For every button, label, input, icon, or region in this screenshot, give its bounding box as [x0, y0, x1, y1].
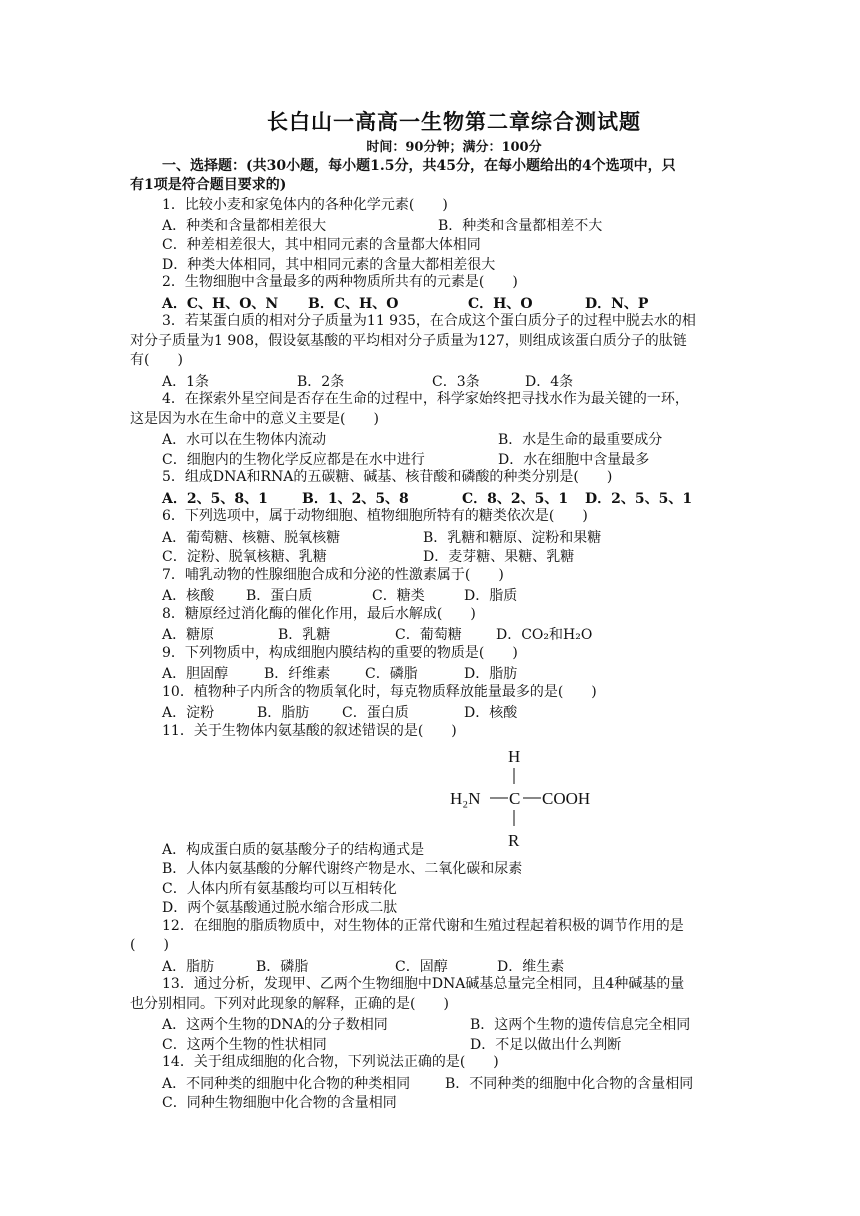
question-14-stem: 14．关于组成细胞的化合物，下列说法正确的是( ) [162, 1054, 499, 1070]
question-3-stem-3: 有( ) [130, 352, 183, 368]
question-12-stem-2: ( ) [130, 937, 169, 953]
q1-option-d: D．种类大体相同，其中相同元素的含量大都相差很大 [162, 257, 496, 273]
question-8-stem: 8．糖原经过消化酶的催化作用，最后水解成( ) [162, 606, 476, 622]
question-13-stem-2: 也分别相同。下列对此现象的解释，正确的是( ) [130, 996, 449, 1012]
q3-option-c: C．3条 [432, 374, 480, 390]
formula-amino-group: H₂N [450, 789, 481, 808]
question-9-stem: 9．下列物质中，构成细胞内膜结构的重要的物质是( ) [162, 645, 518, 661]
section-heading: 一、选择题：(共30小题，每小题1.5分，共45分，在每小题给出的4个选项中，只 [162, 158, 676, 174]
q7-option-a: A．核酸 [162, 588, 215, 604]
question-3-stem: 3．若某蛋白质的相对分子质量为11 935，在合成这个蛋白质分子的过程中脱去水的相 [162, 313, 696, 329]
q12-option-a: A．脂肪 [162, 959, 215, 975]
formula-alpha-carbon: C [509, 789, 521, 808]
question-2-stem: 2．生物细胞中含量最多的两种物质所共有的元素是( ) [162, 274, 518, 290]
q1-option-c: C．种差相差很大，其中相同元素的含量都大体相同 [162, 237, 481, 253]
formula-h-top: H [508, 747, 521, 766]
q4-option-a: A．水可以在生物体内流动 [162, 432, 327, 448]
q13-option-d: D．不足以做出什么判断 [470, 1037, 622, 1053]
q7-option-c: C．糖类 [372, 588, 425, 604]
q4-option-b: B．水是生命的最重要成分 [498, 432, 663, 448]
q12-option-c: C．固醇 [395, 959, 448, 975]
q3-option-a: A．1条 [162, 374, 210, 390]
q4-option-c: C．细胞内的生物化学反应都是在水中进行 [162, 452, 425, 468]
q1-option-a: A．种类和含量都相差很大 [162, 218, 327, 234]
q10-option-c: C．蛋白质 [342, 705, 409, 721]
formula-r-group: R [508, 831, 520, 850]
q6-option-d: D．麦芽糖、果糖、乳糖 [423, 549, 575, 565]
q5-option-a: A．2、5、8、1 [162, 491, 268, 507]
q2-option-a: A．C、H、O、N [162, 296, 279, 312]
q14-option-b: B．不同种类的细胞中化合物的含量相同 [445, 1076, 694, 1092]
q10-option-d: D．核酸 [464, 705, 518, 721]
q9-option-b: B．纤维素 [264, 666, 331, 682]
question-6-stem: 6．下列选项中，属于动物细胞、植物细胞所特有的糖类依次是( ) [162, 508, 588, 524]
q12-option-b: B．磷脂 [256, 959, 309, 975]
q6-option-a: A．葡萄糖、核糖、脱氧核糖 [162, 530, 341, 546]
q9-option-c: C．磷脂 [365, 666, 418, 682]
q11-option-d: D．两个氨基酸通过脱水缩合形成二肽 [162, 900, 398, 916]
q11-option-c: C．人体内所有氨基酸均可以互相转化 [162, 881, 397, 897]
q6-option-b: B．乳糖和糖原、淀粉和果糖 [423, 530, 602, 546]
question-3-stem-2: 对分子质量为1 908，假设氨基酸的平均相对分子质量为127，则组成该蛋白质分子的肽链 [130, 333, 687, 349]
exam-info: 时间：90分钟；满分：100分 [366, 140, 542, 155]
q7-option-b: B．蛋白质 [246, 588, 313, 604]
question-10-stem: 10．植物种子内所含的物质氧化时，每克物质释放能量最多的是( ) [162, 684, 597, 700]
q6-option-c: C．淀粉、脱氧核糖、乳糖 [162, 549, 327, 565]
q13-option-b: B．这两个生物的遗传信息完全相同 [470, 1017, 691, 1033]
q1-option-b: B．种类和含量都相差不大 [438, 218, 603, 234]
question-4-stem-2: 这是因为水在生命中的意义主要是( ) [130, 411, 379, 427]
amino-acid-structure-formula [450, 744, 610, 854]
question-11-stem: 11．关于生物体内氨基酸的叙述错误的是( ) [162, 723, 457, 739]
section-heading-cont: 有1项是符合题目要求的) [130, 177, 287, 193]
formula-carboxyl-group: COOH [542, 789, 591, 808]
question-12-stem: 12．在细胞的脂质物质中，对生物体的正常代谢和生殖过程起着积极的调节作用的是 [162, 918, 684, 934]
question-5-stem: 5．组成DNA和RNA的五碳糖、碱基、核苷酸和磷酸的种类分别是( ) [162, 469, 613, 485]
q13-option-a: A．这两个生物的DNA的分子数相同 [162, 1017, 388, 1033]
q2-option-b: B．C、H、O [308, 296, 399, 312]
q14-option-c: C．同种生物细胞中化合物的含量相同 [162, 1095, 397, 1111]
page-title: 长白山一高高一生物第二章综合测试题 [267, 109, 641, 134]
q14-option-a: A．不同种类的细胞中化合物的种类相同 [162, 1076, 411, 1092]
q3-option-b: B．2条 [297, 374, 345, 390]
q8-option-d: D．CO₂和H₂O [496, 627, 593, 643]
q5-option-c: C．8、2、5、1 [462, 491, 569, 507]
question-4-stem: 4．在探索外星空间是否存在生命的过程中，科学家始终把寻找水作为最关键的一环， [162, 391, 689, 407]
q11-option-b: B．人体内氨基酸的分解代谢终产物是水、二氧化碳和尿素 [162, 861, 523, 877]
q7-option-d: D．脂质 [464, 588, 518, 604]
question-13-stem: 13．通过分析，发现甲、乙两个生物细胞中DNA碱基总量完全相同，且4种碱基的量 [162, 976, 685, 992]
q5-option-d: D．2、5、5、1 [585, 491, 693, 507]
question-7-stem: 7．哺乳动物的性腺细胞合成和分泌的性激素属于( ) [162, 567, 504, 583]
q9-option-a: A．胆固醇 [162, 666, 229, 682]
q2-option-d: D．N、P [585, 296, 649, 312]
q9-option-d: D．脂肪 [464, 666, 518, 682]
q4-option-d: D．水在细胞中含量最多 [498, 452, 650, 468]
q10-option-a: A．淀粉 [162, 705, 215, 721]
q11-option-a: A．构成蛋白质的氨基酸分子的结构通式是 [162, 842, 425, 858]
q10-option-b: B．脂肪 [257, 705, 310, 721]
q2-option-c: C．H、O [468, 296, 533, 312]
q12-option-d: D．维生素 [497, 959, 565, 975]
q3-option-d: D．4条 [525, 374, 574, 390]
q13-option-c: C．这两个生物的性状相同 [162, 1037, 327, 1053]
question-1-stem: 1．比较小麦和家兔体内的各种化学元素( ) [162, 197, 448, 213]
q5-option-b: B．1、2、5、8 [302, 491, 409, 507]
q8-option-b: B．乳糖 [278, 627, 331, 643]
q8-option-a: A．糖原 [162, 627, 215, 643]
q8-option-c: C．葡萄糖 [395, 627, 462, 643]
